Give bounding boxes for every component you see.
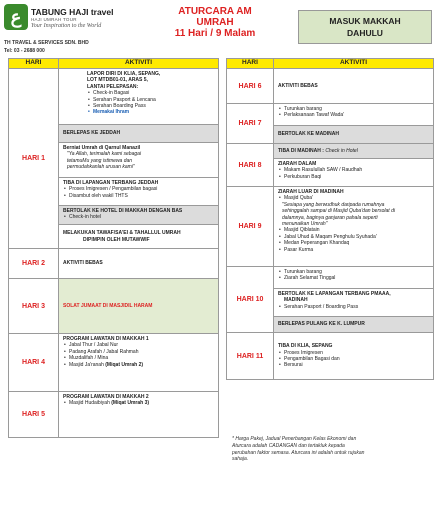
day-label: HARI 6: [227, 69, 274, 104]
day-label: HARI 5: [9, 392, 59, 438]
activity-item: • Turunkan barang: [284, 269, 429, 275]
activity-heading: TIBA DI KLIA, SEPANG: [278, 343, 333, 350]
itinerary-table-left: [8, 58, 219, 438]
page-title: [160, 6, 270, 39]
badge-line: DAHULU: [347, 28, 383, 38]
activity-item: • Serahan Pasport & Lencana: [93, 97, 214, 103]
activity-quote: "Sesiapa yang berwudhuk daripada rumahnya: [282, 201, 385, 208]
activity-quote: menunaikan Umrah": [282, 221, 328, 228]
activity-cell: [274, 187, 434, 267]
activity-item: [69, 362, 214, 368]
activity-cell: [274, 333, 434, 380]
activity-cell: AKTIVITI BEBAS: [274, 69, 434, 104]
company-tel: Tel: 03 - 2688 000: [4, 48, 45, 54]
activity-heading: BERTOLAK KE HOTEL DI MAKKAH DENGAN BAS: [63, 208, 183, 214]
activity-item: • Padang Arafah / Jabal Rahmah: [69, 349, 214, 355]
activity-heading: LAPOR DIRI DI KLIA, SEPANG,: [87, 71, 161, 77]
activity-item: • Jabal Thur / Jabal Nur: [69, 342, 214, 348]
activity-item: • Muzdalifah / Mina: [69, 355, 214, 361]
activity-heading: TIBA DI MADINAH :: [278, 147, 324, 154]
activity-item: • Memakai Ihram: [93, 109, 214, 115]
badge-line: MASUK MAKKAH: [329, 16, 401, 26]
day-label: HARI 4: [9, 334, 59, 392]
day-label: HARI 11: [227, 333, 274, 380]
page-header: [0, 0, 440, 58]
activity-item: • Serahan Pasport / Boarding Pass: [284, 304, 429, 310]
activity-item: • Proses Imigresen: [284, 350, 429, 356]
itinerary-table-right: [226, 58, 434, 380]
activity-heading: BERTOLAK KE LAPANGAN TERBANG PMAAA,: [278, 291, 391, 297]
day-label: HARI 10: [227, 267, 274, 333]
note-line: sahaja.: [232, 456, 249, 463]
activity-cell: [274, 267, 434, 289]
title-line: 11 Hari / 9 Malam: [174, 28, 256, 39]
column-header-aktiviti: AKTIVITI: [274, 59, 434, 69]
day-label: HARI 7: [227, 104, 274, 144]
activity-quote: "Ya Allah, terimalah kami sebagai: [67, 151, 142, 158]
activity-cell: [274, 144, 434, 159]
note-line: perubahan faktor semasa. Aturcara ini adalah untuk rujukan: [232, 449, 365, 456]
activity-item: • Masjid Quba': [284, 195, 429, 201]
activity-heading: LANTAI PELEPASAN:: [87, 83, 139, 90]
activity-cell: [59, 143, 219, 178]
brand-name: TABUNG HAJI travel: [31, 7, 114, 17]
activity-cell: BERTOLAK KE MADINAH: [274, 126, 434, 144]
brand-logo: [4, 4, 154, 56]
activity-cell: [59, 334, 219, 392]
disclaimer-notes: [232, 436, 432, 463]
day-label: HARI 8: [227, 144, 274, 187]
activity-cell: [59, 69, 219, 125]
activity-item-text: Masjid Hudaibiyah: [69, 400, 110, 407]
activity-heading: TIBA DI LAPANGAN TERBANG JEDDAH: [63, 180, 159, 186]
activity-item: • Check-in Bagasi: [93, 90, 214, 96]
activity-item: • Jabal Uhud & Maqam Penghulu Syuhada': [284, 234, 429, 240]
activity-item: • Makam Rasulullah SAW / Raudhah: [284, 167, 429, 173]
activity-heading: Berniat Umrah di Qarnul Manazil: [63, 145, 141, 151]
activity-heading: ZIARAH DALAM: [278, 161, 317, 167]
activity-quote: tetamuMu yang istimewa dan: [67, 157, 133, 164]
activity-heading: MADINAH: [284, 297, 308, 304]
note-line: Aturcara adalah CADANGAN dan tertakluk kepada: [232, 442, 345, 449]
company-name: TH TRAVEL & SERVICES SDN. BHD: [4, 40, 89, 46]
activity-item: • Check-in hotel: [69, 214, 214, 220]
activity-cell: [59, 225, 219, 249]
activity-cell: [59, 392, 219, 438]
miqat-note: (Miqat Umrah 2): [105, 361, 144, 368]
masuk-makkah-badge: [298, 10, 432, 44]
column-header-aktiviti: AKTIVITI: [59, 59, 219, 69]
activity-quote: dalamnya, baginya ganjaran pahala seperti: [282, 214, 378, 221]
activity-cell: BERLEPAS KE JEDDAH: [59, 125, 219, 143]
activity-note: Check in Hotel: [325, 147, 358, 154]
activity-heading: PROGRAM LAWATAN DI MAKKAH 1: [63, 336, 149, 342]
activity-item: • Ziarah Selamat Tinggal: [284, 275, 429, 281]
day-label: HARI 1: [9, 69, 59, 249]
activity-item: • Perlaksanaan Tawaf Wada': [284, 112, 429, 118]
day-label: HARI 9: [227, 187, 274, 267]
activity-heading: MELAKUKAN TAWAF/SA'EI & TAHALLUL UMRAH: [63, 230, 181, 237]
activity-item: • Pasar Kurma: [284, 247, 429, 253]
activity-cell: [274, 159, 434, 187]
brand-subtitle: HAJI UMRAH TOUR: [31, 17, 77, 22]
title-line: ATURCARA AM: [178, 6, 252, 17]
title-line: UMRAH: [196, 17, 234, 28]
activity-item: • Serahan Boarding Pass: [93, 103, 214, 109]
activity-cell: SOLAT JUMAAT DI MASJIDIL HARAM: [59, 279, 219, 334]
activity-quote: permudahkanlah urusan kami": [67, 164, 135, 171]
activity-heading: PROGRAM LAWATAN DI MAKKAH 2: [63, 394, 149, 400]
activity-item: • Proses Imigresen / Pengambilan bagasi: [69, 186, 214, 192]
activity-heading: DIPIMPIN OLEH MUTAWWIF: [83, 236, 150, 243]
activity-item: [69, 400, 214, 406]
tabung-haji-logo-icon: ع: [4, 4, 28, 30]
activity-heading: ZIARAH LUAR DI MADINAH: [278, 189, 344, 195]
activity-item: • Medan Peperangan Khandaq: [284, 240, 429, 246]
activity-cell: [274, 289, 434, 317]
activity-item: • Turunkan barang: [284, 106, 429, 112]
activity-item: • Perkuburan Baqi: [284, 174, 429, 180]
activity-cell: [59, 206, 219, 225]
activity-cell: [274, 104, 434, 126]
day-label: HARI 3: [9, 279, 59, 334]
activity-quote: sehinggalah sampai di Masjid Quba'dan bersolat di: [282, 208, 395, 215]
brand-tagline: Your Inspiration to the World: [31, 23, 102, 29]
column-header-hari: HARI: [9, 59, 59, 69]
note-line: * Harga Pakej, Jadual Penerbangan Kelas Ekonomi dan: [232, 436, 357, 442]
activity-item: • Bersurai: [284, 362, 429, 368]
activity-cell: [59, 178, 219, 206]
activity-item: • Pengambilan Bagasi dan: [284, 356, 429, 362]
activity-item: • Masjid Qiblatain: [284, 227, 429, 233]
miqat-note: (Miqat Umrah 3): [111, 400, 150, 407]
activity-heading: LOT MTDB01-01, ARAS 5,: [87, 77, 148, 84]
activity-cell: BERLEPAS PULANG KE K. LUMPUR: [274, 317, 434, 333]
day-label: HARI 2: [9, 249, 59, 279]
activity-item: • Disambut oleh wakil THTS: [69, 193, 214, 199]
activity-item-text: Masjid Ja'ranah: [69, 361, 104, 368]
column-header-hari: HARI: [227, 59, 274, 69]
activity-cell: AKTIVITI BEBAS: [59, 249, 219, 279]
